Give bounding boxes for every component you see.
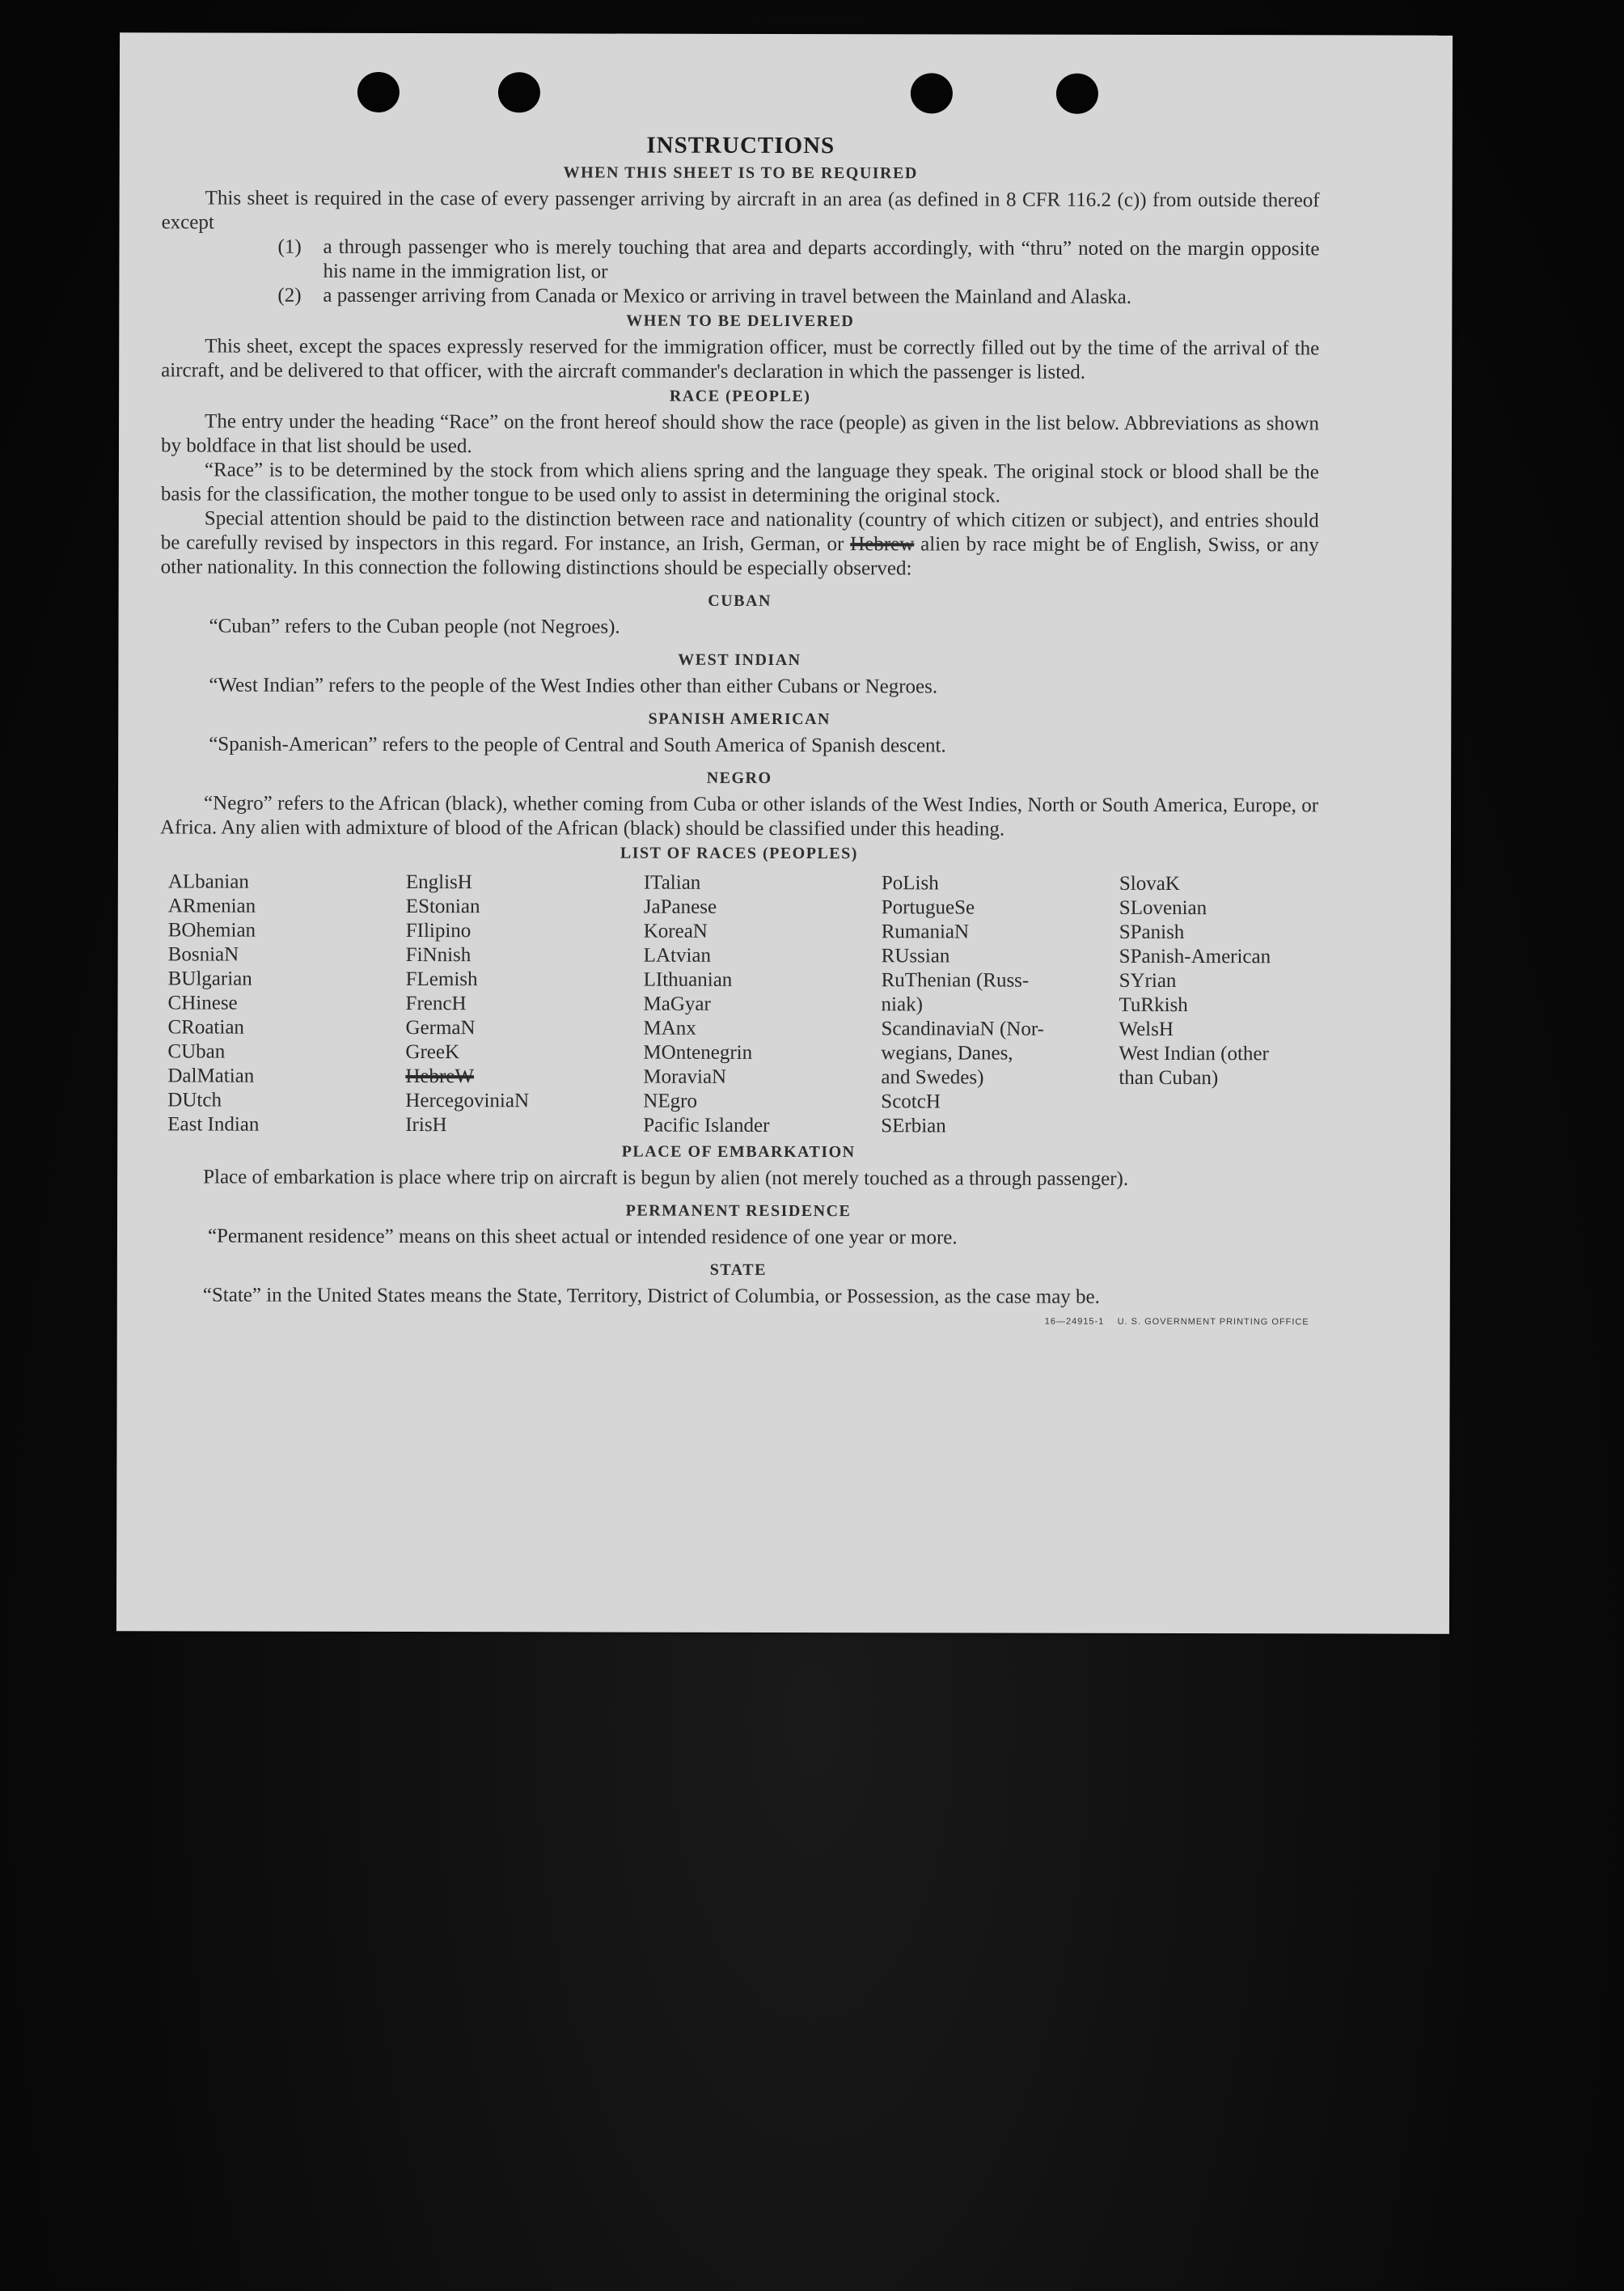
race-item: East Indian <box>167 1113 260 1136</box>
when-required-intro: This sheet is required in the case of every passenger arriving by aircraft in an area (as defined in 8 CFR 116.2 (c)) from outside thereof except <box>161 187 1320 234</box>
race-item: RuThenian (Russ- niak) <box>881 969 1030 1016</box>
race-item: BUlgarian <box>167 968 252 990</box>
race-item: ALbanian <box>167 870 249 893</box>
race-item: SLovenian <box>1119 896 1207 920</box>
race-p3-end: alien by race might be of English, Swiss, or any other nationality. In this connection the following distinctions should be especially observed: <box>160 533 1319 580</box>
race-item: MAnx <box>643 1017 696 1040</box>
state-text: “State” in the United States means the State, Territory, District of Columbia, or Possession, as the case may be. <box>202 1284 1100 1308</box>
race-item: CUban <box>167 1040 226 1063</box>
when-required-item <box>161 283 1319 310</box>
heading-when-required: WHEN THIS SHEET IS TO BE REQUIRED <box>563 163 918 183</box>
heading-when-delivered: WHEN TO BE DELIVERED <box>626 311 855 331</box>
race-list <box>167 870 1318 1139</box>
heading-negro: NEGRO <box>706 769 772 787</box>
race-item: GreeK <box>405 1041 460 1064</box>
race-item: WelsH <box>1119 1018 1174 1041</box>
race-item: SYrian <box>1119 969 1177 993</box>
footer-line <box>159 1307 1317 1340</box>
race-item: SPanish <box>1119 921 1185 944</box>
cuban-text: “Cuban” refers to the Cuban people (not Negroes). <box>209 615 620 638</box>
race-item: EStonian <box>405 896 480 918</box>
heading-west-indian: WEST INDIAN <box>678 650 801 670</box>
race-paragraph-3 <box>161 506 1319 582</box>
page-title: INSTRUCTIONS <box>646 132 835 159</box>
race-item: MaGyar <box>643 993 711 1015</box>
item-number: (2) <box>277 284 302 307</box>
race-column <box>643 871 882 1139</box>
race-item: MoraviaN <box>643 1065 727 1088</box>
item-number: (1) <box>277 235 302 258</box>
race-item: TuRkish <box>1119 993 1188 1017</box>
form-number: 16—24915-1 <box>1044 1316 1105 1327</box>
race-item: KoreaN <box>643 920 708 942</box>
race-column <box>1119 872 1330 1140</box>
race-item: DUtch <box>167 1089 222 1112</box>
heading-permanent-residence: PERMANENT RESIDENCE <box>625 1201 852 1221</box>
race-item: GermaN <box>405 1017 476 1040</box>
race-item: JaPanese <box>643 896 717 918</box>
punch-hole <box>1056 74 1098 114</box>
race-paragraph-2: “Race” is to be determined by the stock from which aliens spring and the language they speak. The original stock or blood shall be the basis for the classification, the mother tongue to be used only to assist in determining the original stock. <box>160 459 1319 507</box>
race-item: LIthuanian <box>643 968 733 991</box>
west-indian-text: “West Indian” refers to the people of the West Indies other than either Cubans or Negroes. <box>209 674 938 698</box>
race-item: FrencH <box>405 993 467 1015</box>
struck-word: Hebrew <box>850 533 915 556</box>
when-required-item <box>161 235 1319 286</box>
race-item: DalMatian <box>167 1065 255 1087</box>
instruction-sheet <box>116 32 1453 1633</box>
negro-text: “Negro” refers to the African (black), whether coming from Cuba or other islands of the West Indies, North or South America, Europe, or Africa. Any alien with admixture of blood of the African (black) should be classified under this heading. <box>159 792 1319 841</box>
heading-state: STATE <box>709 1260 767 1279</box>
spanish-american-text: “Spanish-American” refers to the people of Central and South America of Spanish descent. <box>209 733 946 757</box>
race-item: BOhemian <box>167 919 256 942</box>
race-item: ScandinaviaN (Nor- wegians, Danes, and Swedes) <box>881 1018 1045 1089</box>
race-item: ARmenian <box>167 895 256 917</box>
race-item: RUssian <box>881 945 950 968</box>
race-item: HebreW <box>405 1065 475 1088</box>
punch-hole <box>498 72 540 112</box>
race-item: SErbian <box>881 1115 946 1137</box>
race-item: PortugueSe <box>881 896 975 919</box>
race-item: NEgro <box>643 1090 697 1112</box>
race-item: BosniaN <box>167 943 239 966</box>
race-item: ITalian <box>643 871 701 894</box>
heading-spanish-american: SPANISH AMERICAN <box>648 709 831 729</box>
race-column <box>405 870 644 1138</box>
race-paragraph-1: The entry under the heading “Race” on the front hereof should show the race (people) as given in the list below. Abbreviations as shown by boldface in that list should be used. <box>160 410 1320 458</box>
heading-embarkation: PLACE OF EMBARKATION <box>621 1142 856 1162</box>
race-item: LAtvian <box>643 944 712 967</box>
race-item: EnglisH <box>405 871 472 894</box>
race-column <box>167 870 406 1137</box>
race-item: CHinese <box>167 992 238 1014</box>
race-item: Pacific Islander <box>643 1114 770 1137</box>
race-item: ScotcH <box>881 1090 941 1113</box>
race-item: SPanish-American <box>1119 945 1271 968</box>
embarkation-text: Place of embarkation is place where trip on aircraft is begun by alien (not merely touched as a through passenger). <box>203 1166 1129 1190</box>
race-item: West Indian (other than Cuban) <box>1119 1042 1269 1090</box>
printer-name: U. S. GOVERNMENT PRINTING OFFICE <box>1117 1316 1309 1328</box>
race-item: FiNnish <box>405 944 472 967</box>
when-delivered-text: This sheet, except the spaces expressly reserved for the immigration officer, must be correctly filled out by the time of the arrival of the aircraft, and be delivered to that officer, with the aircraft commander's declaration in which the passenger is listed. <box>161 335 1320 383</box>
heading-race: RACE (PEOPLE) <box>669 387 811 406</box>
race-item: SlovaK <box>1119 872 1180 896</box>
race-column <box>881 871 1119 1139</box>
residence-text: “Permanent residence” means on this sheet actual or intended residence of one year or more. <box>207 1225 958 1249</box>
heading-cuban: CUBAN <box>708 591 772 610</box>
punch-hole <box>357 72 400 112</box>
race-item: HercegoviniaN <box>405 1090 530 1112</box>
race-item: IrisH <box>405 1114 447 1137</box>
race-item: MOntenegrin <box>643 1041 753 1064</box>
heading-list-of-races: LIST OF RACES (PEOPLES) <box>620 844 858 863</box>
race-item: FLemish <box>405 968 478 991</box>
form-imprint <box>1045 1310 1309 1335</box>
race-item: PoLish <box>881 872 939 895</box>
race-p3-start: Special attention should be paid to the distinction between race and nationality (country of which citizen or subject), and entries should be carefully revised by inspectors in this regard. For instance, an Irish, German, or <box>160 507 1319 556</box>
race-item: FIlipino <box>405 920 472 942</box>
punch-hole <box>911 73 953 113</box>
item-text: a passenger arriving from Canada or Mexico or arriving in travel between the Mainland and Alaska. <box>323 284 1132 308</box>
race-item: RumaniaN <box>881 921 970 943</box>
race-item: CRoatian <box>167 1016 244 1039</box>
item-text: a through passenger who is merely touching that area and departs accordingly, with “thru” noted on the margin opposite his name in the immigration list, or <box>323 235 1320 283</box>
sheet-content <box>159 131 1320 1340</box>
